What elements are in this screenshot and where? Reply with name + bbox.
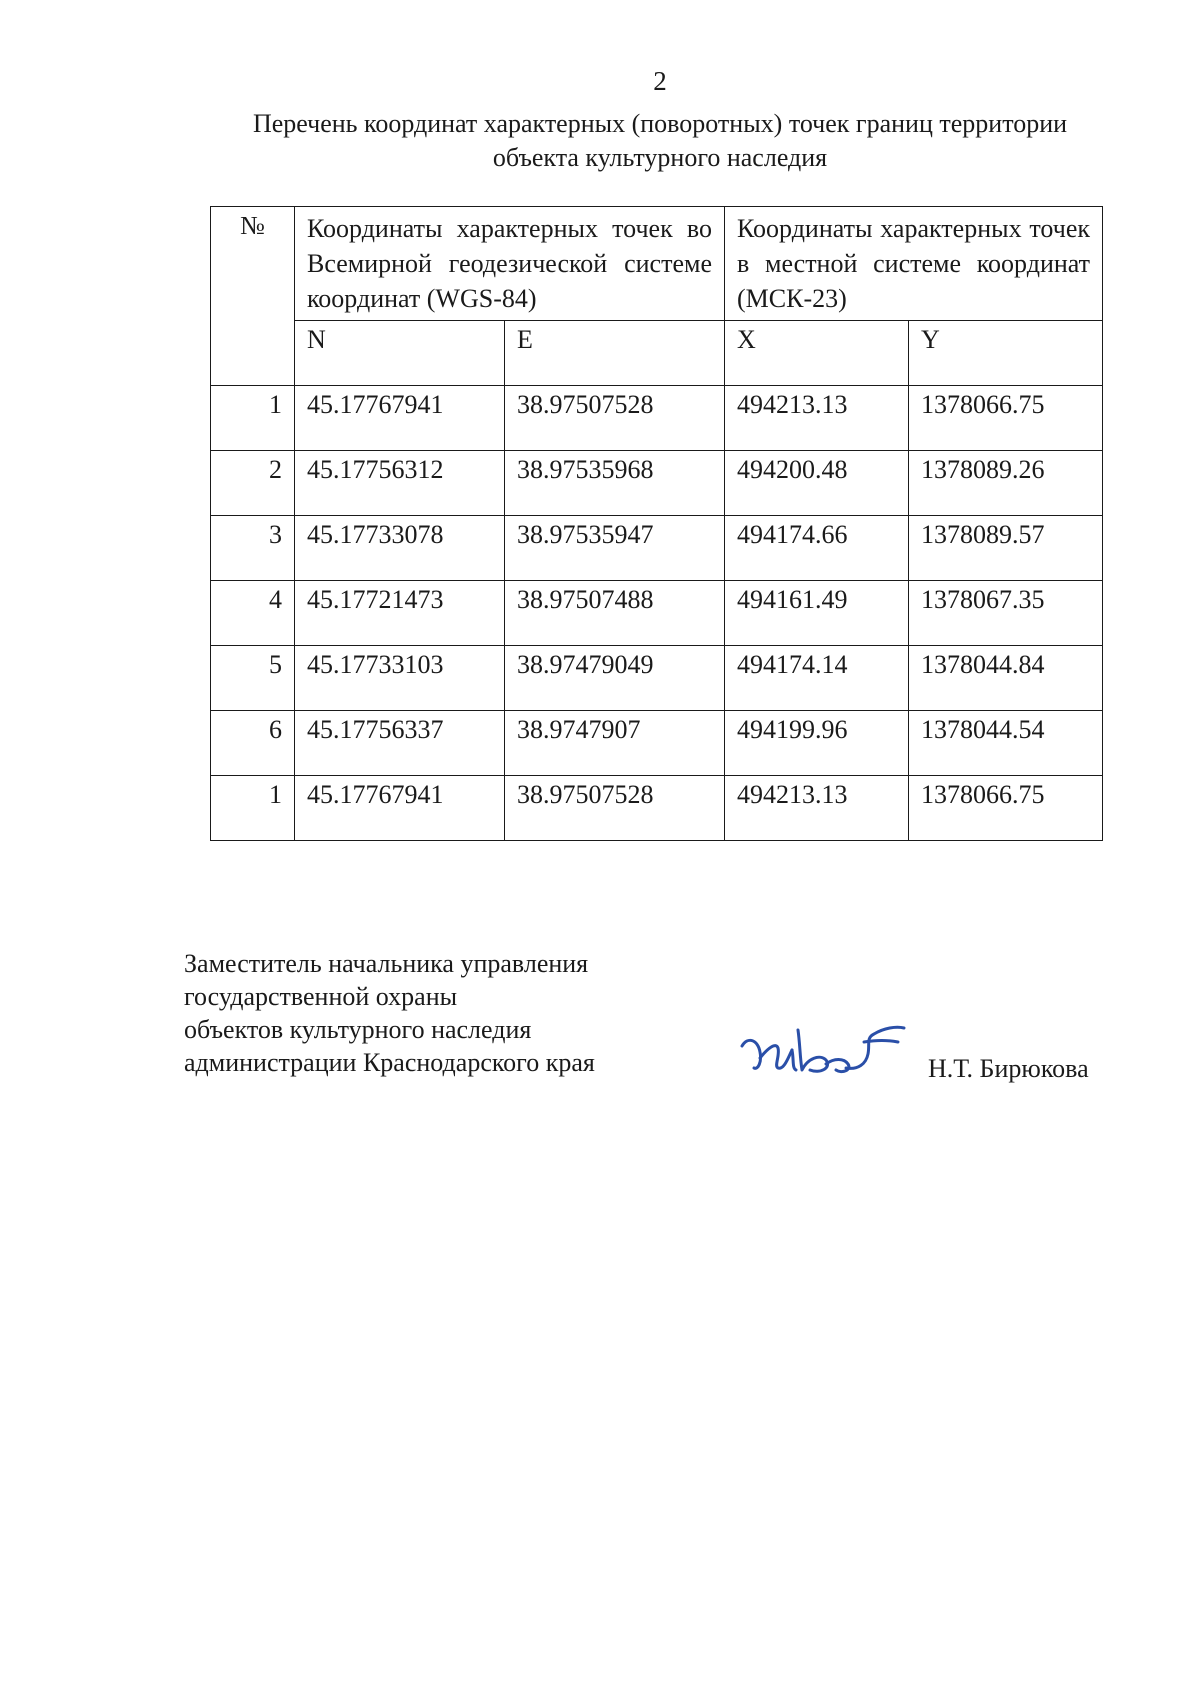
point-number-cell: 1 [211,776,295,841]
longitude-e-cell: 38.9747907 [505,711,725,776]
column-header-y: Y [909,321,1103,386]
table-row [211,516,1103,581]
position-line: объектов культурного наследия [184,1015,532,1044]
position-line: Заместитель начальника управления [184,949,589,978]
table-row [211,451,1103,516]
msk-y-cell: 1378089.26 [909,451,1103,516]
msk-x-cell: 494199.96 [725,711,909,776]
msk-x-cell: 494174.66 [725,516,909,581]
point-number-cell: 4 [211,581,295,646]
table-row [211,776,1103,841]
msk-y-cell: 1378066.75 [909,776,1103,841]
msk-x-cell: 494213.13 [725,386,909,451]
msk23-column-group-header: Координаты характерных точек в местной системе координат (МСК-23) [725,207,1103,321]
number-column-header: № [211,207,295,386]
column-header-e: E [505,321,725,386]
column-header-x: X [725,321,909,386]
title-line-1: Перечень координат характерных (поворотных) точек границ территории [252,109,1068,138]
table-row [211,386,1103,451]
msk-x-cell: 494213.13 [725,776,909,841]
coordinates-table [210,206,1103,841]
longitude-e-cell: 38.97479049 [505,646,725,711]
latitude-n-cell: 45.17733078 [295,516,505,581]
msk-y-cell: 1378044.84 [909,646,1103,711]
msk-y-cell: 1378066.75 [909,386,1103,451]
latitude-n-cell: 45.17767941 [295,776,505,841]
longitude-e-cell: 38.97507528 [505,776,725,841]
msk-y-cell: 1378089.57 [909,516,1103,581]
table-row [211,711,1103,776]
title-line-2: объекта культурного наследия [492,143,828,172]
signatory-position [184,947,595,1079]
msk-x-cell: 494174.14 [725,646,909,711]
longitude-e-cell: 38.97535947 [505,516,725,581]
point-number-cell: 2 [211,451,295,516]
latitude-n-cell: 45.17756337 [295,711,505,776]
point-number-cell: 3 [211,516,295,581]
table-row [211,581,1103,646]
signer-name: Н.Т. Бирюкова [928,1054,1089,1083]
position-line: администрации Краснодарского края [184,1048,595,1077]
latitude-n-cell: 45.17767941 [295,386,505,451]
page-number: 2 [653,66,667,96]
column-header-n: N [295,321,505,386]
longitude-e-cell: 38.97535968 [505,451,725,516]
latitude-n-cell: 45.17756312 [295,451,505,516]
point-number-cell: 6 [211,711,295,776]
wgs84-column-group-header: Координаты характерных точек во Всемирной геодезической системе координат (WGS-84) [295,207,725,321]
handwritten-signature [738,1018,908,1088]
table-row [211,646,1103,711]
latitude-n-cell: 45.17733103 [295,646,505,711]
point-number-cell: 5 [211,646,295,711]
msk-x-cell: 494161.49 [725,581,909,646]
msk-y-cell: 1378067.35 [909,581,1103,646]
msk-x-cell: 494200.48 [725,451,909,516]
msk-y-cell: 1378044.54 [909,711,1103,776]
latitude-n-cell: 45.17721473 [295,581,505,646]
longitude-e-cell: 38.97507528 [505,386,725,451]
point-number-cell: 1 [211,386,295,451]
document-title [180,107,1140,175]
position-line: государственной охраны [184,982,458,1011]
longitude-e-cell: 38.97507488 [505,581,725,646]
